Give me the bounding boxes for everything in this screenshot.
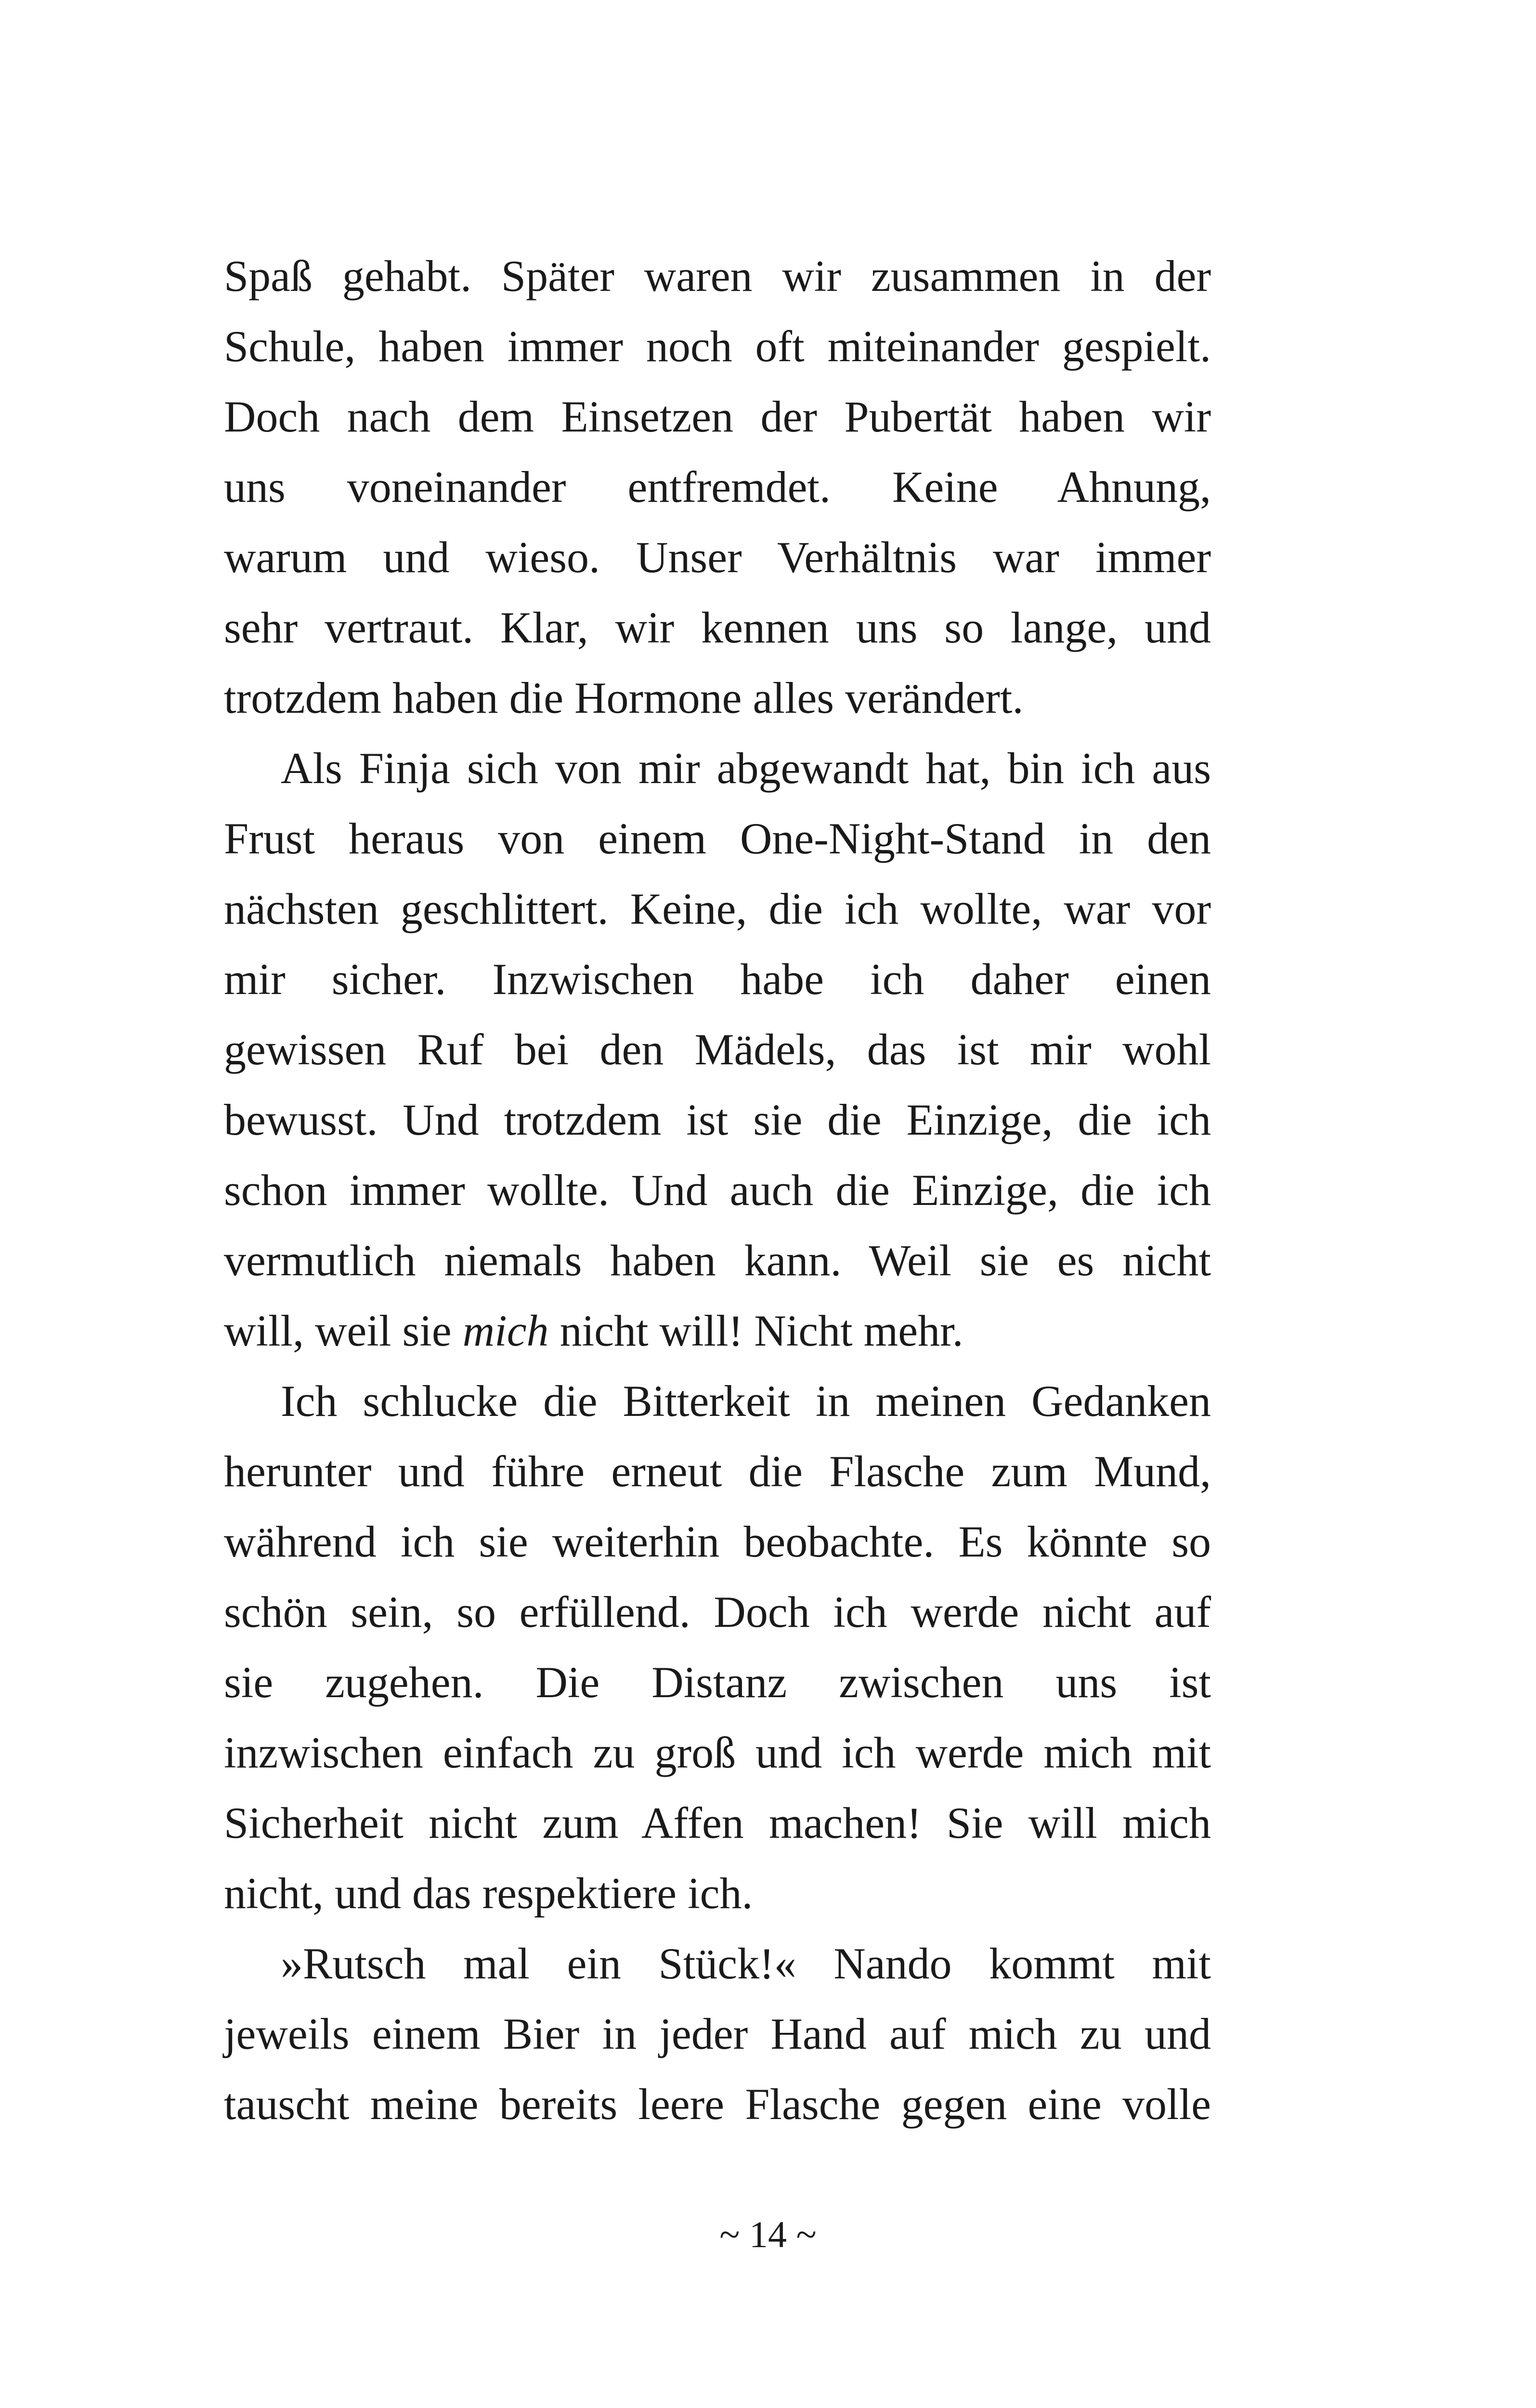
text-line: nicht, und das respektiere ich. [224,1869,753,1918]
text-line: sehr vertraut. Klar, wir kennen uns so lange, und [224,603,1211,652]
text-line: Schule, haben immer noch oft miteinander gespielt. [224,322,1211,371]
text-line [224,1296,1211,1366]
text-line: sie zugehen. Die Distanz zwischen uns ist [224,1658,1211,1707]
text-line: vermutlich niemals haben kann. Weil sie es nicht [224,1236,1211,1285]
text-line: schön sein, so erfüllend. Doch ich werde nicht auf [224,1587,1211,1636]
text-line: bewusst. Und trotzdem ist sie die Einzige, die ich [224,1095,1211,1144]
text-line: mir sicher. Inzwischen habe ich daher einen [224,955,1211,1004]
text-line: nächsten geschlittert. Keine, die ich wollte, war vor [224,884,1211,933]
text-line: trotzdem haben die Hormone alles verändert. [224,673,1024,722]
text-line: jeweils einem Bier in jeder Hand auf mich zu und [224,2009,1211,2058]
text-line: »Rutsch mal ein Stück!« Nando kommt mit [281,1939,1211,1988]
text-line: herunter und führe erneut die Flasche zum Mund, [224,1447,1211,1496]
text-line: Frust heraus von einem One-Night-Stand in den [224,814,1211,863]
text-line: warum und wieso. Unser Verhältnis war immer [224,533,1211,582]
paragraph-2 [224,733,1211,1366]
text-line: tauscht meine bereits leere Flasche gegen eine volle [224,2080,1211,2129]
text-line: Spaß gehabt. Später waren wir zusammen in der [224,251,1211,301]
page-number: ~ 14 ~ [719,2213,817,2255]
text-run: nicht will! Nicht mehr. [548,1306,963,1355]
text-line: Ich schlucke die Bitterkeit in meinen Gedanken [281,1376,1211,1426]
body-text [224,241,1211,2139]
text-line: uns voneinander entfremdet. Keine Ahnung, [224,462,1211,511]
text-line: Als Finja sich von mir abgewandt hat, bin ich aus [281,744,1211,793]
text-line: Sicherheit nicht zum Affen machen! Sie will mich [224,1798,1211,1847]
text-line: gewissen Ruf bei den Mädels, das ist mir wohl [224,1025,1211,1074]
text-line: schon immer wollte. Und auch die Einzige, die ich [224,1165,1211,1215]
emphasized-word: mich [462,1306,549,1355]
text-line: Doch nach dem Einsetzen der Pubertät haben wir [224,392,1211,441]
paragraph-3 [224,1366,1211,1928]
paragraph-1 [224,241,1211,733]
text-run: will, weil sie [224,1306,463,1355]
text-line: inzwischen einfach zu groß und ich werde mich mit [224,1728,1211,1777]
paragraph-4 [224,1928,1211,2139]
text-line: während ich sie weiterhin beobachte. Es könnte so [224,1517,1211,1566]
